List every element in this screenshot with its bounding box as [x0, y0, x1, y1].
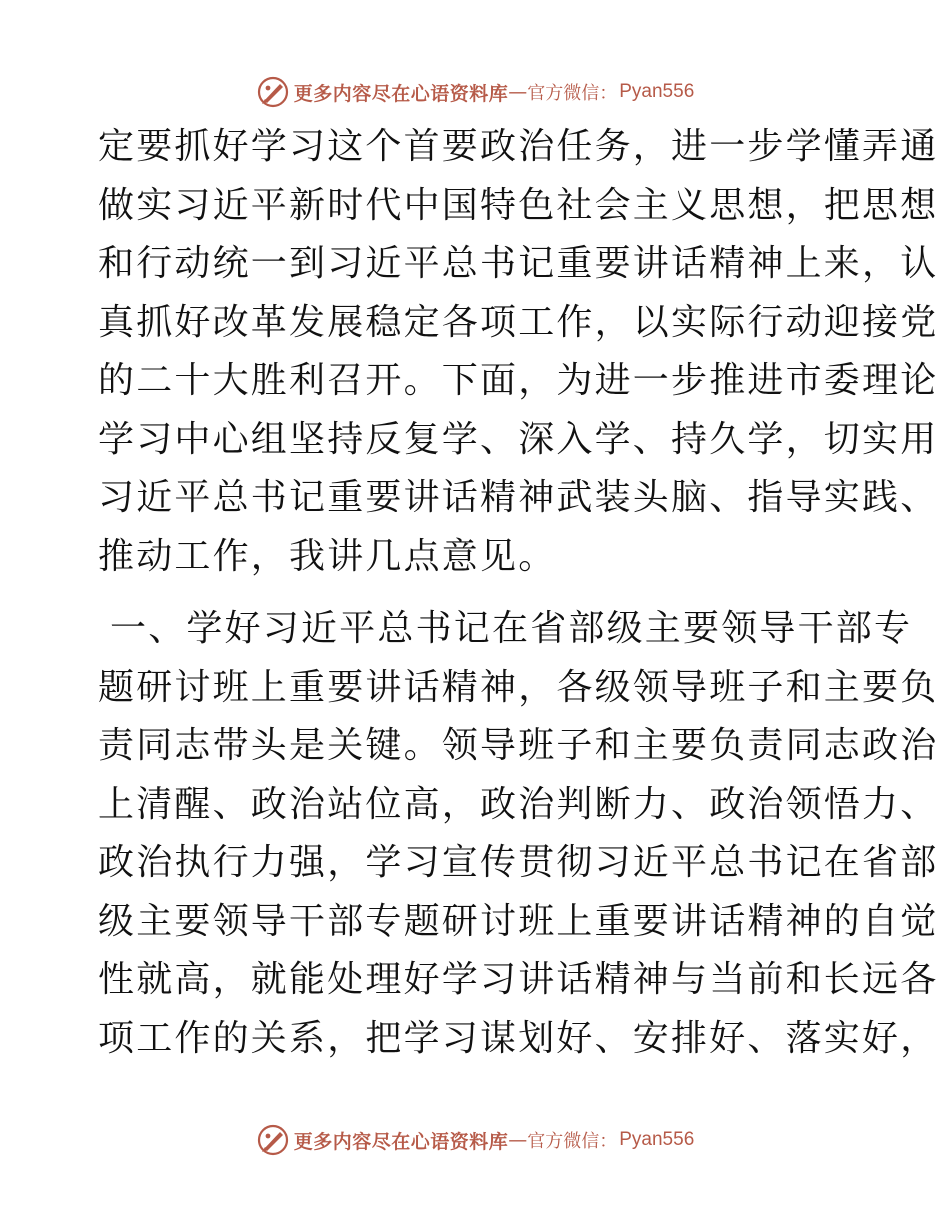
paragraph-1	[98, 118, 939, 586]
text-line: 责同志带头是关键。领导班子和主要负责同志政治	[98, 725, 939, 766]
watermark-wechat-id: Pyan556	[619, 1129, 695, 1150]
text-line: 定要抓好学习这个首要政治任务，进一步学懂弄通	[98, 126, 939, 167]
paragraph-2	[98, 600, 939, 1068]
watermark-wechat-id: Pyan556	[619, 81, 695, 102]
text-line: 真抓好改革发展稳定各项工作，以实际行动迎接党	[98, 301, 939, 343]
text-line: 做实习近平新时代中国特色社会主义思想，把思想	[98, 184, 939, 226]
document-body	[98, 118, 939, 1068]
text-line: 政治执行力强，学习宣传贯彻习近平总书记在省部	[98, 842, 939, 883]
watermark-dash: —	[508, 1129, 528, 1151]
watermark-header	[0, 72, 950, 112]
watermark-brand: 更多内容尽在心语资料库	[293, 1130, 509, 1153]
text-line: 学习中心组坚持反复学、深入学、持久学，切实用	[98, 418, 939, 460]
text-line: 级主要领导干部专题研讨班上重要讲话精神的自觉	[98, 900, 939, 942]
quill-logo-icon	[256, 1123, 290, 1157]
text-line: 题研讨班上重要讲话精神，各级领导班子和主要负	[98, 666, 939, 708]
text-line: 推动工作，我讲几点意见。	[98, 535, 557, 577]
text-line: 和行动统一到习近平总书记重要讲话精神上来，认	[98, 243, 939, 284]
text-line: 一、学好习近平总书记在省部级主要领导干部专	[110, 608, 913, 649]
quill-logo-icon	[256, 75, 290, 109]
paragraph-gap	[98, 586, 858, 600]
text-line: 习近平总书记重要讲话精神武装头脑、指导实践、	[98, 477, 939, 518]
text-line: 项工作的关系，把学习谋划好、安排好、落实好，	[98, 1017, 939, 1059]
watermark-brand: 更多内容尽在心语资料库	[293, 82, 509, 105]
watermark-label: 官方微信：	[527, 83, 618, 104]
watermark-footer	[0, 1120, 950, 1160]
text-line: 上清醒、政治站位高，政治判断力、政治领悟力、	[98, 783, 939, 825]
watermark-dash: —	[508, 81, 528, 103]
text-line: 的二十大胜利召开。下面，为进一步推进市委理论	[98, 360, 939, 401]
watermark-label: 官方微信：	[527, 1131, 618, 1152]
text-line: 性就高，就能处理好学习讲话精神与当前和长远各	[98, 959, 939, 1000]
